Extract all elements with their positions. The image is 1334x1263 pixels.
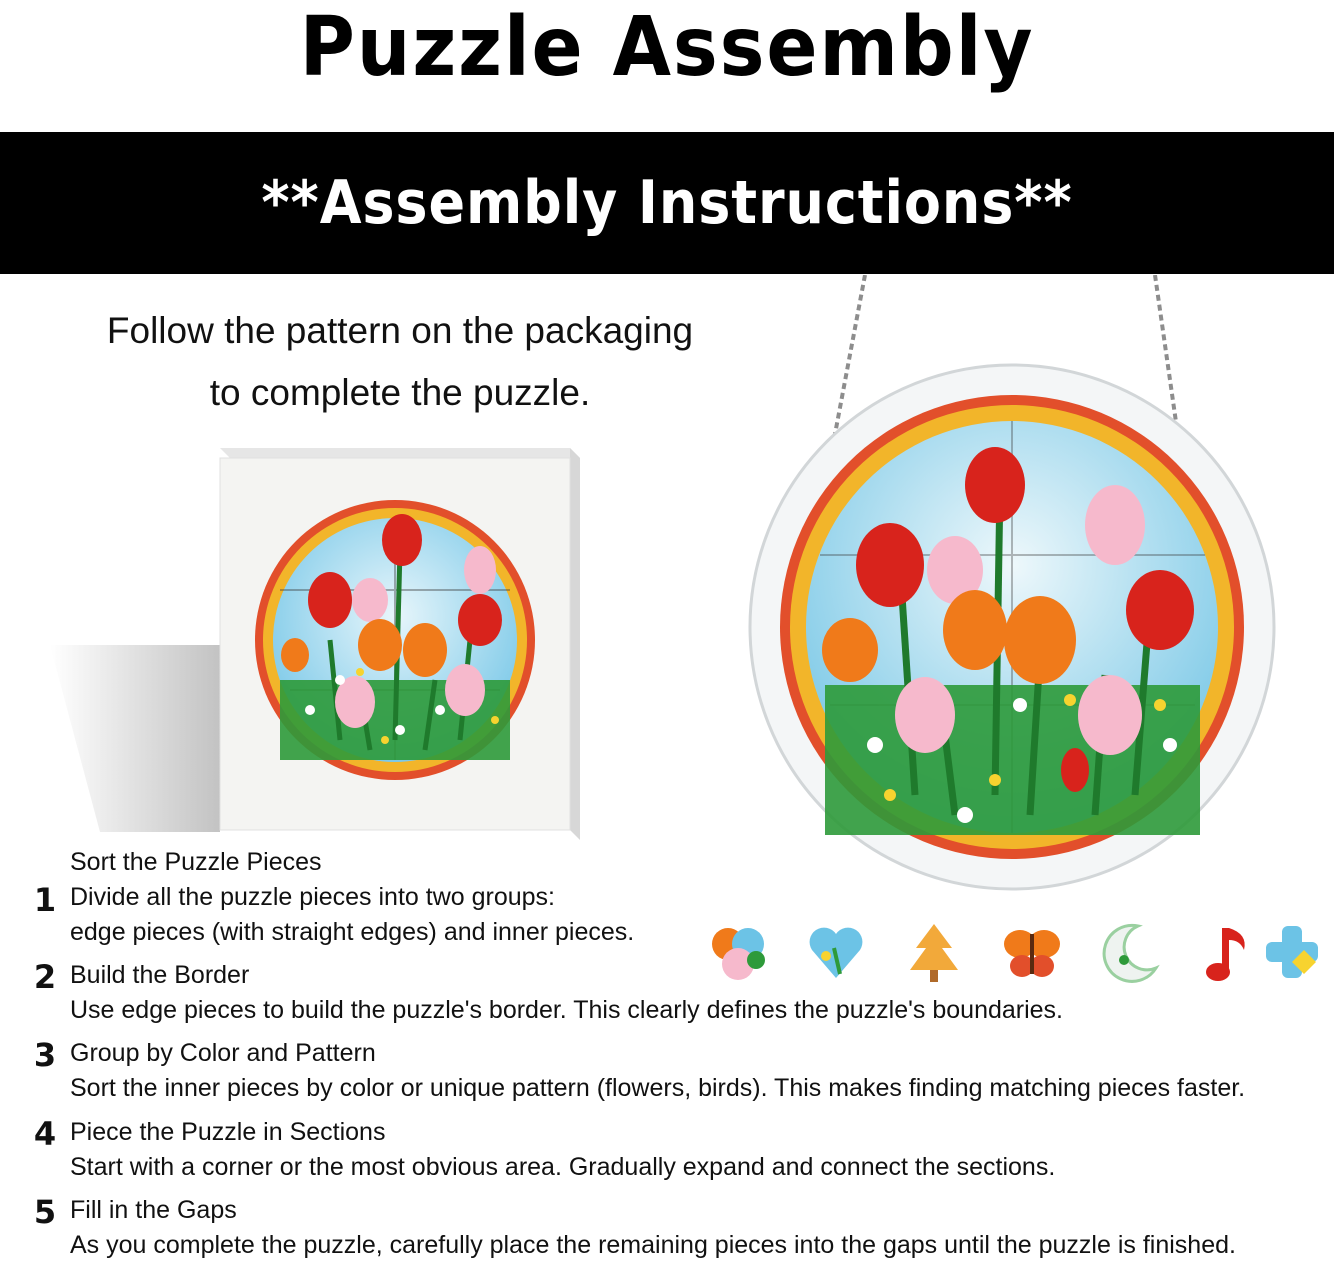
puzzle-piece-shapes bbox=[700, 920, 1300, 990]
intro-line-1: Follow the pattern on the packaging bbox=[106, 310, 694, 351]
finished-suncatcher-image bbox=[740, 275, 1300, 915]
step-description: As you complete the puzzle, carefully place the remaining pieces into the gaps until the puzzle is finished. bbox=[70, 1231, 1236, 1259]
step-number: 5 bbox=[33, 1193, 57, 1231]
step-description: Divide all the puzzle pieces into two groups: bbox=[70, 883, 555, 911]
step-title: Group by Color and Pattern bbox=[70, 1039, 376, 1067]
step-title: Build the Border bbox=[70, 961, 250, 989]
step-number: 1 bbox=[33, 881, 57, 919]
banner-title: **Assembly Instructions** bbox=[261, 168, 1073, 238]
flower-piece-icon bbox=[706, 920, 770, 984]
step-number: 4 bbox=[33, 1115, 57, 1153]
step-title: Piece the Puzzle in Sections bbox=[70, 1118, 386, 1146]
heart-piece-icon bbox=[804, 920, 868, 984]
step-description: edge pieces (with straight edges) and inner pieces. bbox=[70, 918, 635, 946]
step-description: Start with a corner or the most obvious area. Gradually expand and connect the sections. bbox=[70, 1153, 1056, 1181]
tree-piece-icon bbox=[902, 920, 966, 984]
step-description: Sort the inner pieces by color or unique pattern (flowers, birds). This makes finding matching pieces faster. bbox=[70, 1074, 1246, 1102]
step-title: Fill in the Gaps bbox=[70, 1196, 237, 1224]
step-number: 3 bbox=[33, 1036, 57, 1074]
page-title: Puzzle Assembly bbox=[299, 0, 1035, 95]
instructions-banner bbox=[0, 132, 1334, 274]
step-description: Use edge pieces to build the puzzle's border. This clearly defines the puzzle's boundaries. bbox=[70, 996, 1064, 1024]
step-number: 2 bbox=[33, 958, 57, 996]
moon-piece-icon bbox=[1098, 920, 1162, 984]
intro-text bbox=[40, 300, 760, 424]
cross-piece-icon bbox=[1260, 920, 1324, 984]
puzzle-box-image bbox=[40, 440, 600, 840]
step-title: Sort the Puzzle Pieces bbox=[70, 848, 322, 876]
music-note-piece-icon bbox=[1196, 920, 1260, 984]
butterfly-piece-icon bbox=[1000, 920, 1064, 984]
intro-line-2: to complete the puzzle. bbox=[209, 372, 591, 413]
